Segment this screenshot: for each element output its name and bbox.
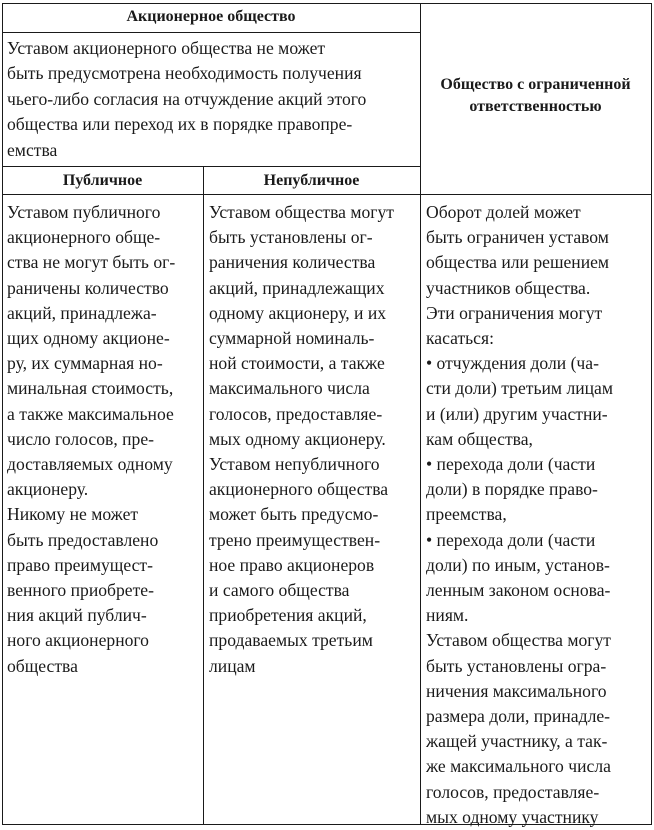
public-header: Публичное [62, 172, 143, 189]
divider-ao-title [2, 32, 420, 33]
ao-header: Акционерное общество [126, 8, 296, 25]
ooo-column-text: Оборот долей может быть ограничен уставом общества или решением участников общества. Эти ограничения могут касаться: • отчуждения доли (ча- сти доли) третьим лицам и (или) другим участни- кам общества, • перехода доли (части доли) в порядке право- преемства, • перехода доли (части доли) по иным, установ- ленным законом основа- ниям. Уставом общества могут быть установлены огра- ничения максимального размера доли, принадле- жащей участнику, а так- же максимального числа голосов, предоставляе- мых одному участнику [426, 202, 614, 827]
ao-intro-text: Уставом акционерного общества не может быть предусмотрена необходимость получения чьего-либо согласия на отчуждение акций этого общества или переход их в порядке правопре- емства [7, 38, 367, 160]
divider-public-nonpublic [203, 166, 204, 825]
table-right-border [651, 3, 652, 825]
table-left-border [2, 3, 3, 825]
nonpublic-column-text: Уставом общества могут быть установлены ог- раничения количества акций, принадлежащих одному акционеру, и их суммарной номиналь- ной стоимости, а также максимального числа голосов, предоставляе- мых одному акционеру. Уставом непубличного акционерного общества может быть предусмо- трено преимуществен- ное право акционеров и самого общества приобретения акций, продаваемых третьим лицам [209, 202, 394, 676]
divider-intro [2, 166, 420, 167]
ooo-header: Общество с ограниченной ответственностью [440, 76, 631, 115]
table-top-border [2, 3, 652, 4]
divider-header-row [2, 194, 652, 195]
nonpublic-header: Непубличное [263, 172, 360, 189]
public-column-text: Уставом публичного акционерного обще- ства не могут быть ог- раничены количество акций, принадлежа- щих одному акционе- ру, их суммарная но- минальная стоимость, а также максимальное число голосов, пре- доставляемых одному акционеру. Никому не может быть предоставлено право преимущест- венного приобрете- ния акций публич- ного акционерного общества [7, 202, 176, 676]
divider-ao-ooo [420, 3, 421, 825]
